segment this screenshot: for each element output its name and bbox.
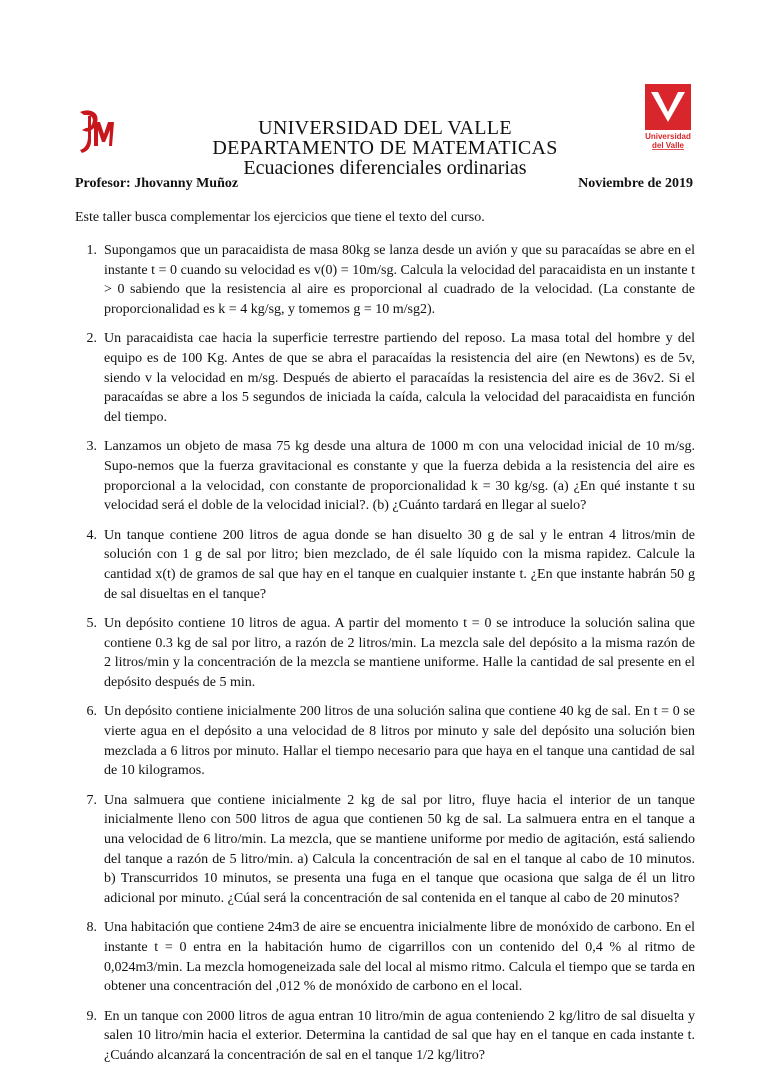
exercise-text: Una salmuera que contiene inicialmente 2 kg de sal por litro, fluye hacia el interior de un tanque inicialmente lleno con 500 litros de agua que contienen 50 kg de sal. La salmuera entra en el tanque a una velocidad de 6 litro/min. La mezcla, que se mantiene uniforme por medio de agitación, está saliendo del tanque a razón de 5 litro/min. a) Calcula la concentración de sal en el tanque al cabo de 10 minutos. b) Transcurridos 10 minutos, se presenta una fuga en el tanque que ocasiona que salga de él un litro adicional por minuto. ¿Cúal será la concentración de sal contenida en el tanque al cabo de 20 minutos? [104, 792, 695, 906]
exercise-text: Una habitación que contiene 24m3 de aire se encuentra inicialmente libre de monóxido de carbono. En el instante t = 0 entra en la habitación humo de cigarrillos con un contenido del 0,4 % al ritmo de 0,024m3/min. La mezcla homogeneizada sale del local al mismo ritmo. Calcula el tiempo que se tarda en obtener una concentración del ,012 % de monóxido de carbono en el local. [104, 920, 695, 995]
exercise-number: 5. [86, 616, 97, 632]
course-title: Ecuaciones diferenciales ordinarias [243, 157, 527, 179]
exercise-number: 1. [86, 243, 97, 258]
university-logo [643, 84, 693, 154]
exercise-number: 8. [86, 920, 97, 936]
exercise-item [75, 329, 695, 427]
exercise-number: 7. [86, 792, 97, 808]
exercise-item [75, 526, 695, 604]
exercise-number: 6. [86, 704, 97, 720]
exercise-text: Un paracaidista cae hacia la superficie terrestre partiendo del reposo. La masa total del hombre y del equipo es de 100 Kg. Antes de que se abra el paracaídas la resistencia del aire (en Newtons) es de 5v, siendo v la velocidad en m/sg. Después de abierto el paracaídas la resistencia del aire es de 36v2. Si el paracaídas se abre a los 5 segundos de iniciada la caída, calcula la velocidad del paracaidista en función del tiempo. [104, 331, 695, 425]
department-name: DEPARTAMENTO DE MATEMATICAS [212, 137, 558, 159]
exercise-text: Un depósito contiene inicialmente 200 litros de una solución salina que contiene 40 kg de sal. En t = 0 se vierte agua en el depósito a una velocidad de 8 litros por minuto y sale del depósito una solución bien mezclada a 6 litros por minuto. Hallar el tiempo necesario para que haya en el tanque una cantidad de sal de 10 kilogramos. [104, 704, 695, 779]
exercise-item [75, 241, 695, 319]
exercise-item [75, 702, 695, 780]
university-logo-line2: del Valle [651, 141, 685, 150]
exercise-number: 9. [86, 1008, 97, 1024]
intro-text: Este taller busca complementar los ejercicios que tiene el texto del curso. [75, 210, 485, 225]
exercise-list [75, 241, 695, 1076]
exercise-item [75, 1007, 695, 1066]
exercise-number: 2. [86, 331, 97, 347]
exercise-text: En un tanque con 2000 litros de agua entran 10 litro/min de agua conteniendo 2 kg/litro de sal disuelta y salen 10 litro/min hacia el exterior. Determina la cantidad de sal que hay en el tanque en cada instante t. ¿Cuándo alcanzará la concentración de sal en el tanque 1/2 kg/litro? [104, 1008, 695, 1063]
exercise-text: Un tanque contiene 200 litros de agua donde se han disuelto 30 g de sal y le entran 4 litros/min de solución con 1 g de sal por litro; bien mezclado, de él sale líquido con la misma rapidez. Calcule la cantidad x(t) de gramos de sal que hay en el tanque en cualquier instante t. ¿En que instante habrán 50 g de sal disueltas en el tanque? [104, 527, 695, 602]
exercise-number: 3. [86, 439, 97, 455]
exercise-text: Supongamos que un paracaidista de masa 80kg se lanza desde un avión y que su paracaídas se abre en el instante t = 0 cuando su velocidad es v(0) = 10m/sg. Calcula la velocidad del paracaidista en un instante t > 0 sabiendo que la resistencia al aire es proporcional al cuadrado de la velocidad. (La constante de proporcionalidad es k = 4 kg/sg, y tomemos g = 10 m/sg2). [104, 243, 695, 317]
exercise-item [75, 437, 695, 515]
department-logo [76, 108, 116, 156]
exercise-text: Lanzamos un objeto de masa 75 kg desde una altura de 1000 m con una velocidad inicial de 10 m/sg. Supo-nemos que la fuerza gravitacional es constante y que la fuerza debida a la resistencia del aire es proporcional a la velocidad, con constante de proporcionalidad k = 30 kg/sg. (a) ¿En qué instante t su velocidad será el doble de la velocidad inicial?. (b) ¿Cuánto tardará en llegar al suelo? [104, 439, 695, 514]
exercise-item [75, 918, 695, 996]
document-header [150, 118, 620, 179]
exercise-text: Un depósito contiene 10 litros de agua. A partir del momento t = 0 se introduce la solución salina que contiene 0.3 kg de sal por litro, a razón de 2 litros/min. La mezcla sale del depósito a la misma razón de 2 litros/min y la concentración de la mezcla se mantiene uniforme. Halle la cantidad de sal presente en el depósito después de 5 min. [104, 616, 695, 690]
document-date: Noviembre de 2019 [578, 176, 693, 191]
meta-row [75, 176, 693, 192]
exercise-item [75, 791, 695, 909]
exercise-number: 4. [86, 527, 97, 543]
professor-name: Profesor: Jhovanny Muñoz [75, 176, 239, 191]
university-logo-line1: Universidad [645, 132, 691, 141]
university-name: UNIVERSIDAD DEL VALLE [258, 117, 512, 139]
exercise-item [75, 614, 695, 692]
